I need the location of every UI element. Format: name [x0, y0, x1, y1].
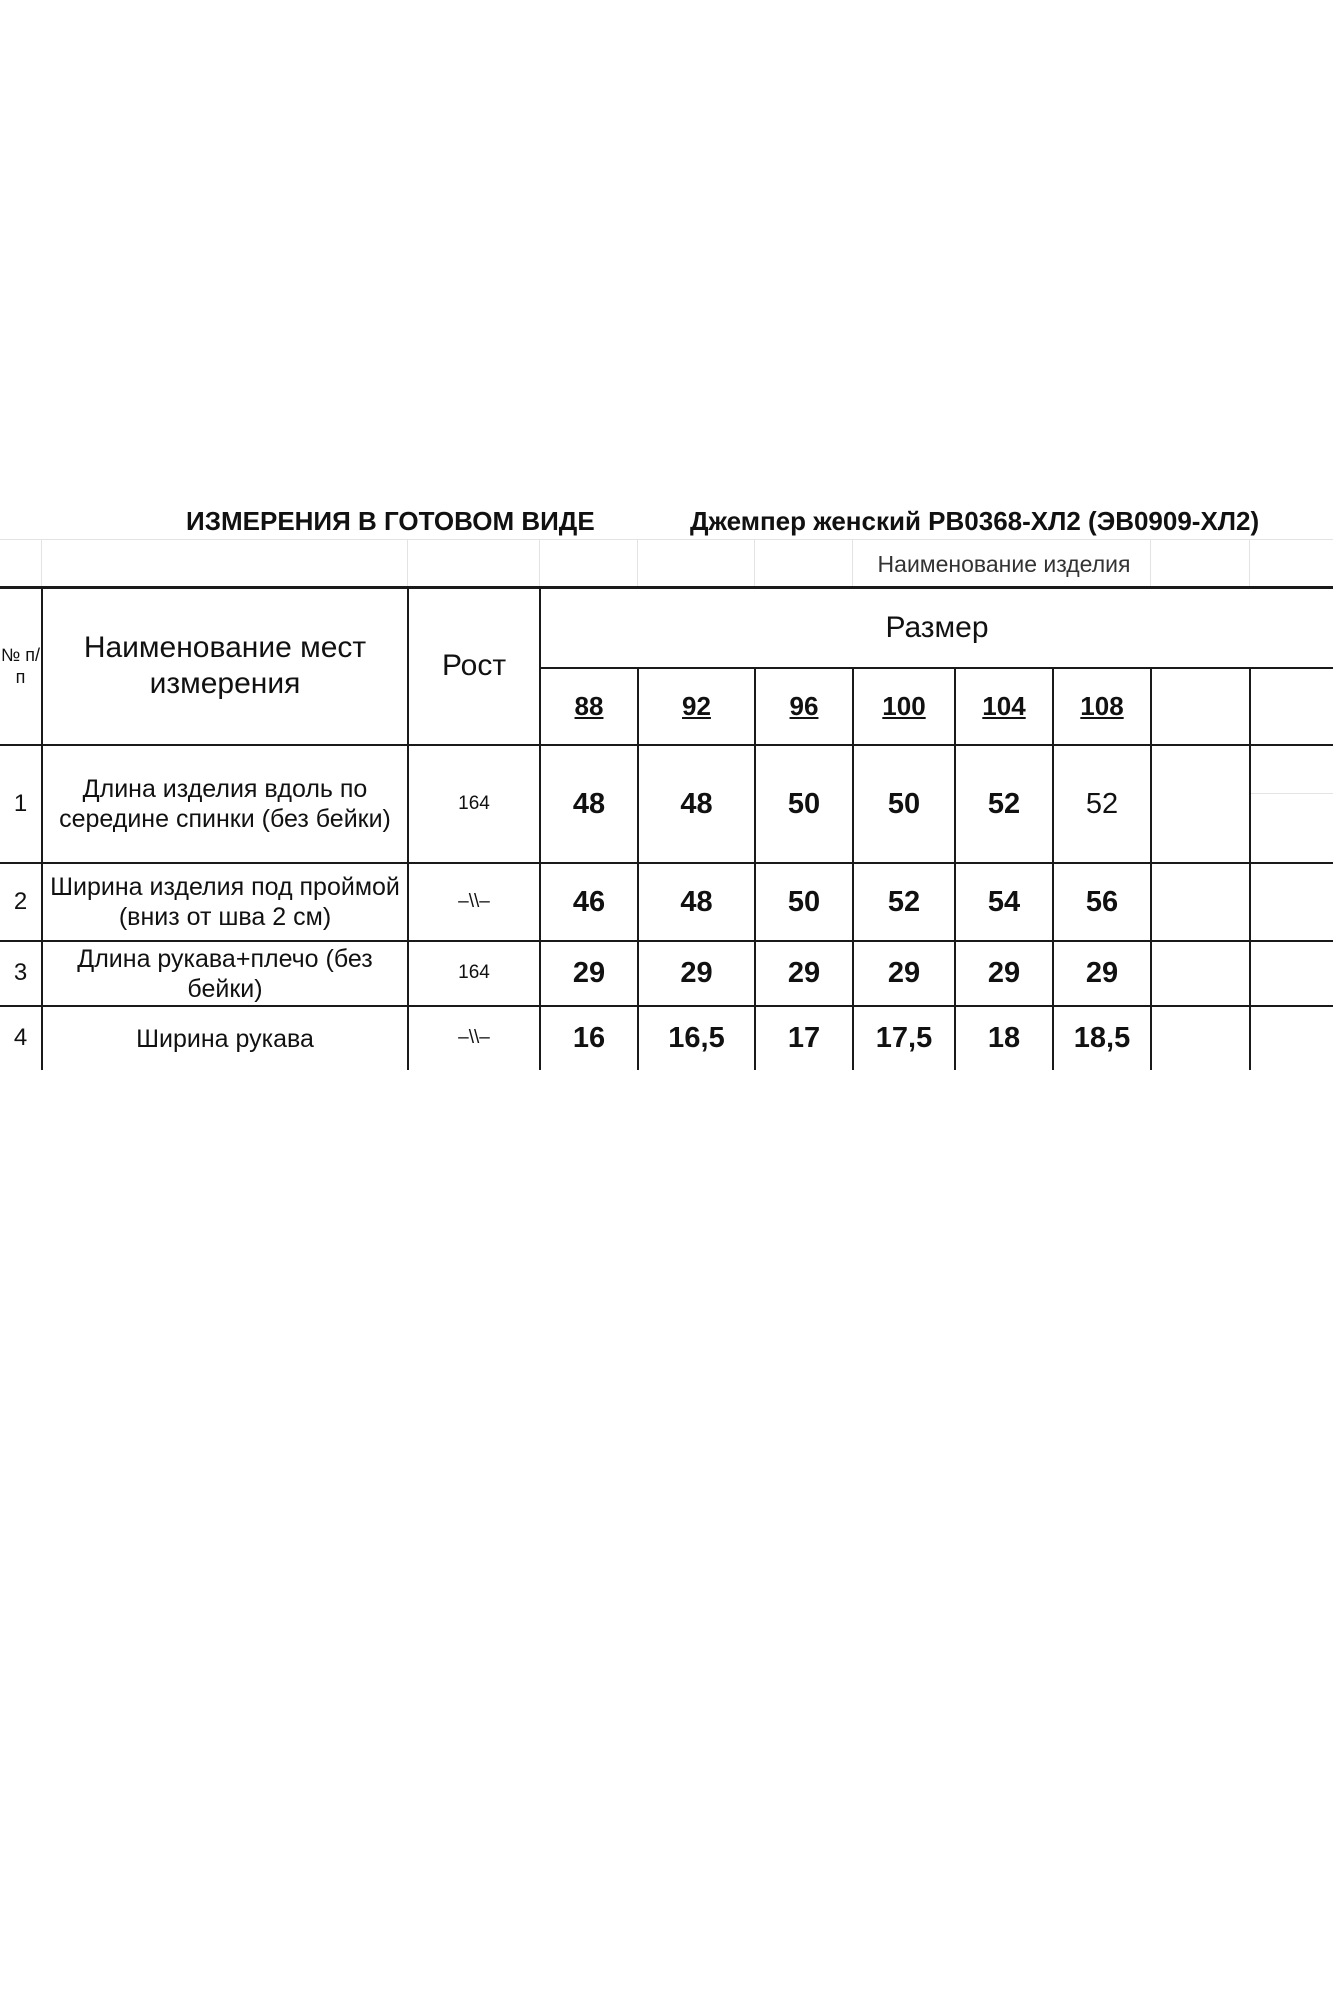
column-divider: [1150, 667, 1152, 1070]
product-name-label: Наименование изделия: [877, 550, 1131, 577]
measurement-value: 46: [572, 885, 606, 918]
measurement-value: 48: [680, 885, 713, 918]
size-label: 96: [789, 690, 819, 721]
column-header-number: № п/п: [0, 645, 41, 687]
measurement-name: Ширина изделия под проймой (вниз от шва 2 см): [50, 873, 400, 931]
measurement-value: 29: [887, 957, 921, 990]
row-number: 4: [13, 1024, 28, 1052]
size-label: 104: [982, 690, 1026, 721]
faint-gridline: [0, 539, 1333, 540]
faint-gridline: [1249, 793, 1333, 794]
measurement-value: 16: [572, 1022, 606, 1055]
row-number: 2: [13, 887, 28, 915]
size-label: 100: [882, 690, 926, 721]
measurement-value: 18: [987, 1022, 1021, 1055]
height-value: –\\–: [458, 1027, 490, 1049]
height-value: 164: [458, 792, 490, 814]
measurement-value: 29: [1085, 957, 1119, 990]
row-number: 3: [13, 959, 28, 987]
measurement-value: 29: [572, 957, 606, 990]
faint-gridline: [407, 539, 408, 587]
measurement-value: 48: [680, 787, 713, 820]
height-value: –\\–: [458, 890, 490, 912]
faint-gridline: [539, 539, 540, 587]
size-label: 92: [682, 690, 711, 721]
row-number: 1: [13, 789, 28, 817]
product-title: Джемпер женский РВ0368-ХЛ2 (ЭВ0909-ХЛ2): [690, 506, 1260, 536]
measurement-value: 18,5: [1073, 1022, 1131, 1055]
measurement-value: 56: [1085, 885, 1119, 918]
column-divider: [1249, 667, 1251, 1070]
measurement-value: 17: [787, 1022, 821, 1055]
measurement-value: 50: [887, 787, 921, 820]
measurement-value: 50: [787, 885, 821, 918]
measurement-value: 16,5: [668, 1022, 725, 1055]
measurement-value: 29: [680, 957, 713, 990]
measurement-value: 29: [787, 957, 821, 990]
measurement-value: 48: [572, 787, 606, 820]
column-header-size: Размер: [885, 611, 989, 644]
size-label: 88: [574, 690, 604, 721]
measurement-value: 54: [987, 885, 1021, 918]
measurement-value: 52: [1085, 787, 1119, 820]
measurement-value: 50: [787, 787, 821, 820]
measurement-value: 29: [987, 957, 1021, 990]
faint-gridline: [754, 539, 755, 587]
measurement-name: Длина рукава+плечо (без бейки): [77, 944, 373, 1003]
measurement-name: Ширина рукава: [136, 1024, 314, 1053]
measurement-name: Длина изделия вдоль по середине спинки (без бейки): [59, 775, 391, 833]
faint-gridline: [852, 539, 853, 587]
document-title: ИЗМЕРЕНИЯ В ГОТОВОМ ВИДЕ: [186, 506, 595, 536]
measurement-value: 52: [987, 787, 1021, 820]
height-value: 164: [458, 962, 490, 984]
measurement-value: 17,5: [875, 1022, 933, 1055]
faint-gridline: [41, 539, 42, 587]
faint-gridline: [637, 539, 638, 587]
measurement-value: 52: [887, 885, 921, 918]
faint-gridline: [1249, 539, 1250, 587]
column-header-measurement-name: Наименование мест измерения: [83, 631, 367, 700]
column-header-height: Рост: [441, 649, 507, 682]
size-label: 108: [1080, 690, 1124, 721]
